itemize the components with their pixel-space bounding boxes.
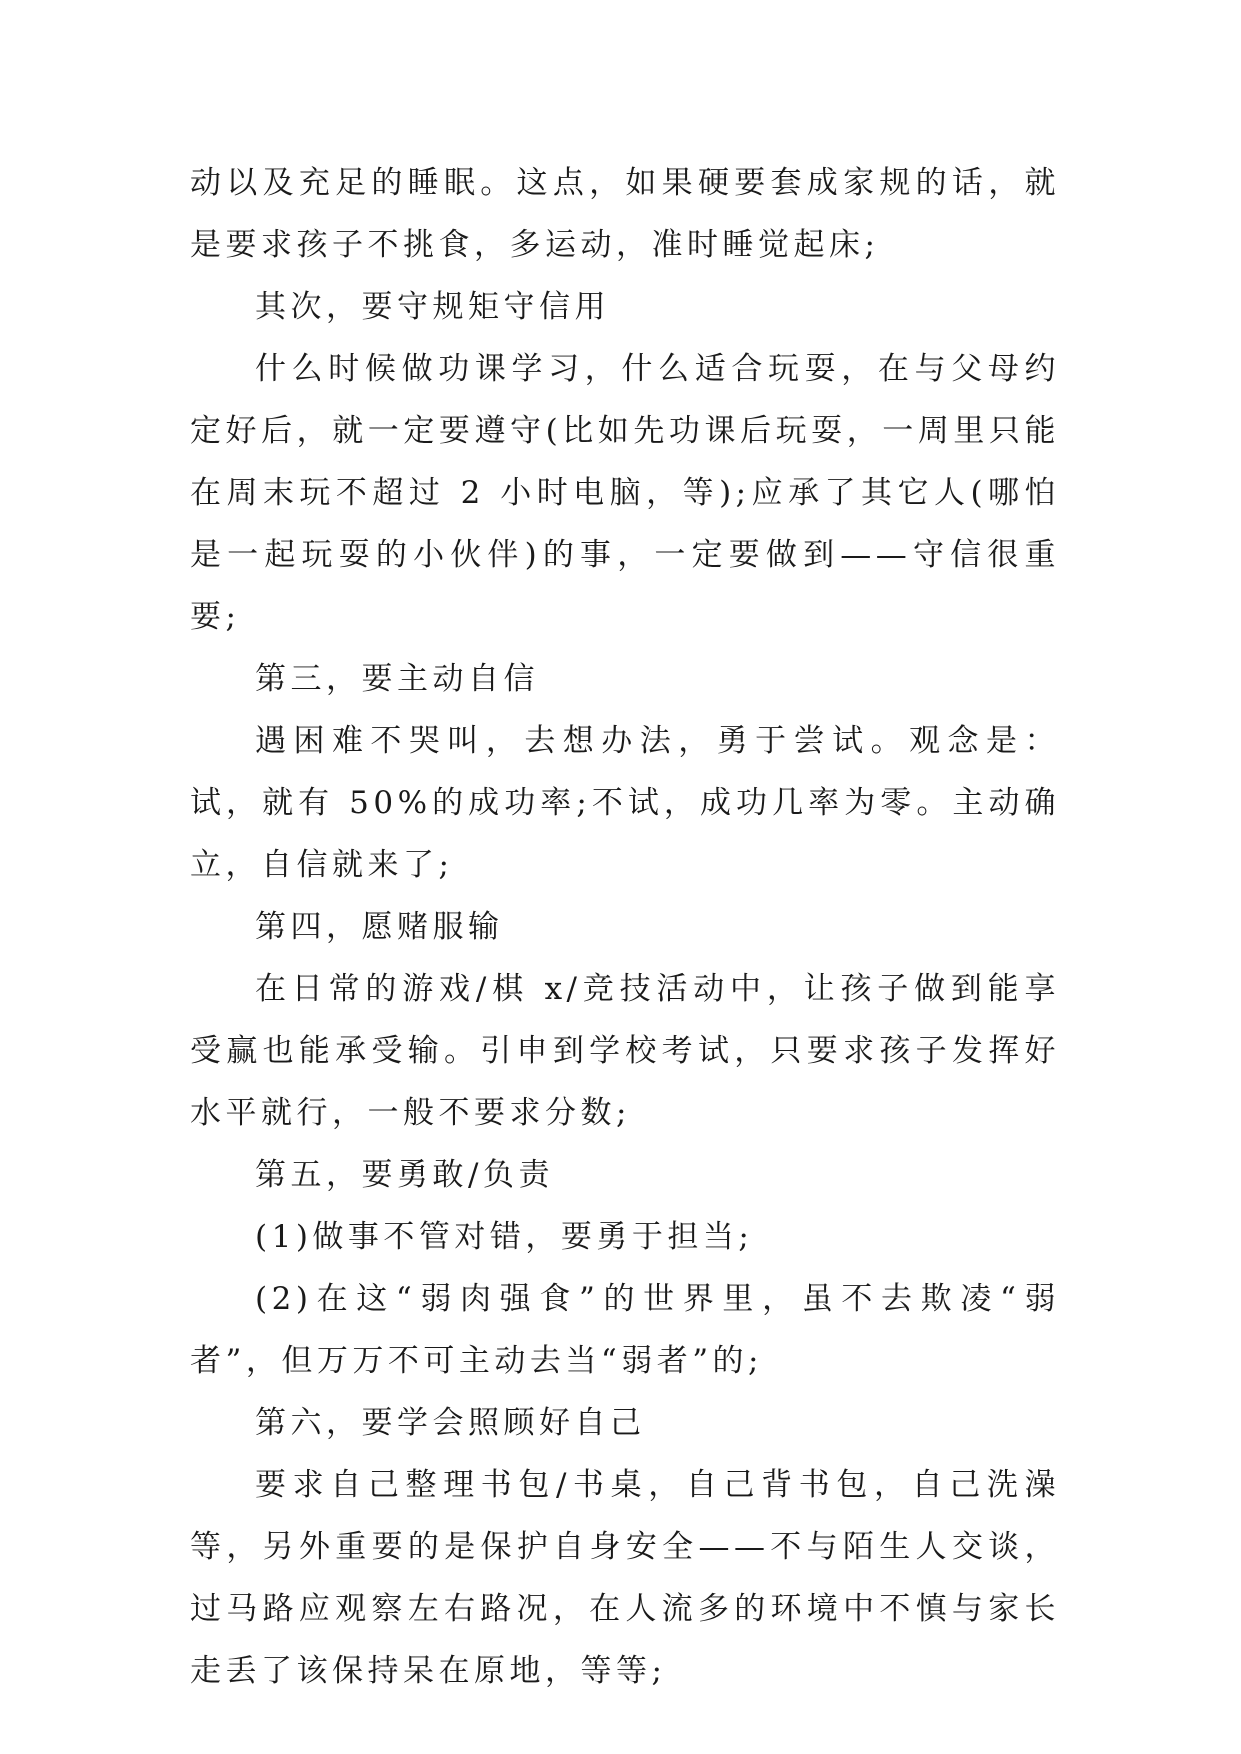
- document-body: [190, 152, 1060, 1702]
- heading-fourth-rule: 第四，愿赌服输: [255, 909, 504, 945]
- heading-third-rule: 第三，要主动自信: [255, 661, 539, 697]
- paragraph-7: 在日常的游戏/棋 x/竞技活动中，让孩子做到能享受赢也能承受输。引申到学校考试，只要求孩子发挥好水平就行，一般不要求分数;: [190, 971, 1060, 1131]
- paragraph-5: 遇困难不哭叫，去想办法，勇于尝试。观念是：试，就有 50%的成功率;不试，成功几率为零。主动确立，自信就来了;: [190, 723, 1060, 883]
- paragraph-1: 动以及充足的睡眠。这点，如果硬要套成家规的话，就是要求孩子不挑食，多运动，准时睡觉起床;: [190, 165, 1060, 263]
- heading-fifth-rule: 第五，要勇敢/负责: [255, 1157, 554, 1193]
- heading-sixth-rule: 第六，要学会照顾好自己: [255, 1405, 646, 1441]
- paragraph-12: 要求自己整理书包/书桌，自己背书包，自己洗澡等，另外重要的是保护自身安全——不与陌生人交谈，过马路应观察左右路况，在人流多的环境中不慎与家长走丢了该保持呆在原地，等等;: [190, 1467, 1060, 1689]
- list-item-2: (2)在这“弱肉强食”的世界里，虽不去欺凌“弱者”，但万万不可主动去当“弱者”的;: [190, 1281, 1060, 1379]
- paragraph-3: 什么时候做功课学习，什么适合玩耍，在与父母约定好后，就一定要遵守(比如先功课后玩耍，一周里只能在周末玩不超过 2 小时电脑，等);应承了其它人(哪怕是一起玩耍的小伙伴)的事，一定要做到——守信很重要;: [190, 351, 1060, 635]
- list-item-1: (1)做事不管对错，要勇于担当;: [255, 1219, 754, 1255]
- heading-second-rule: 其次，要守规矩守信用: [255, 289, 610, 325]
